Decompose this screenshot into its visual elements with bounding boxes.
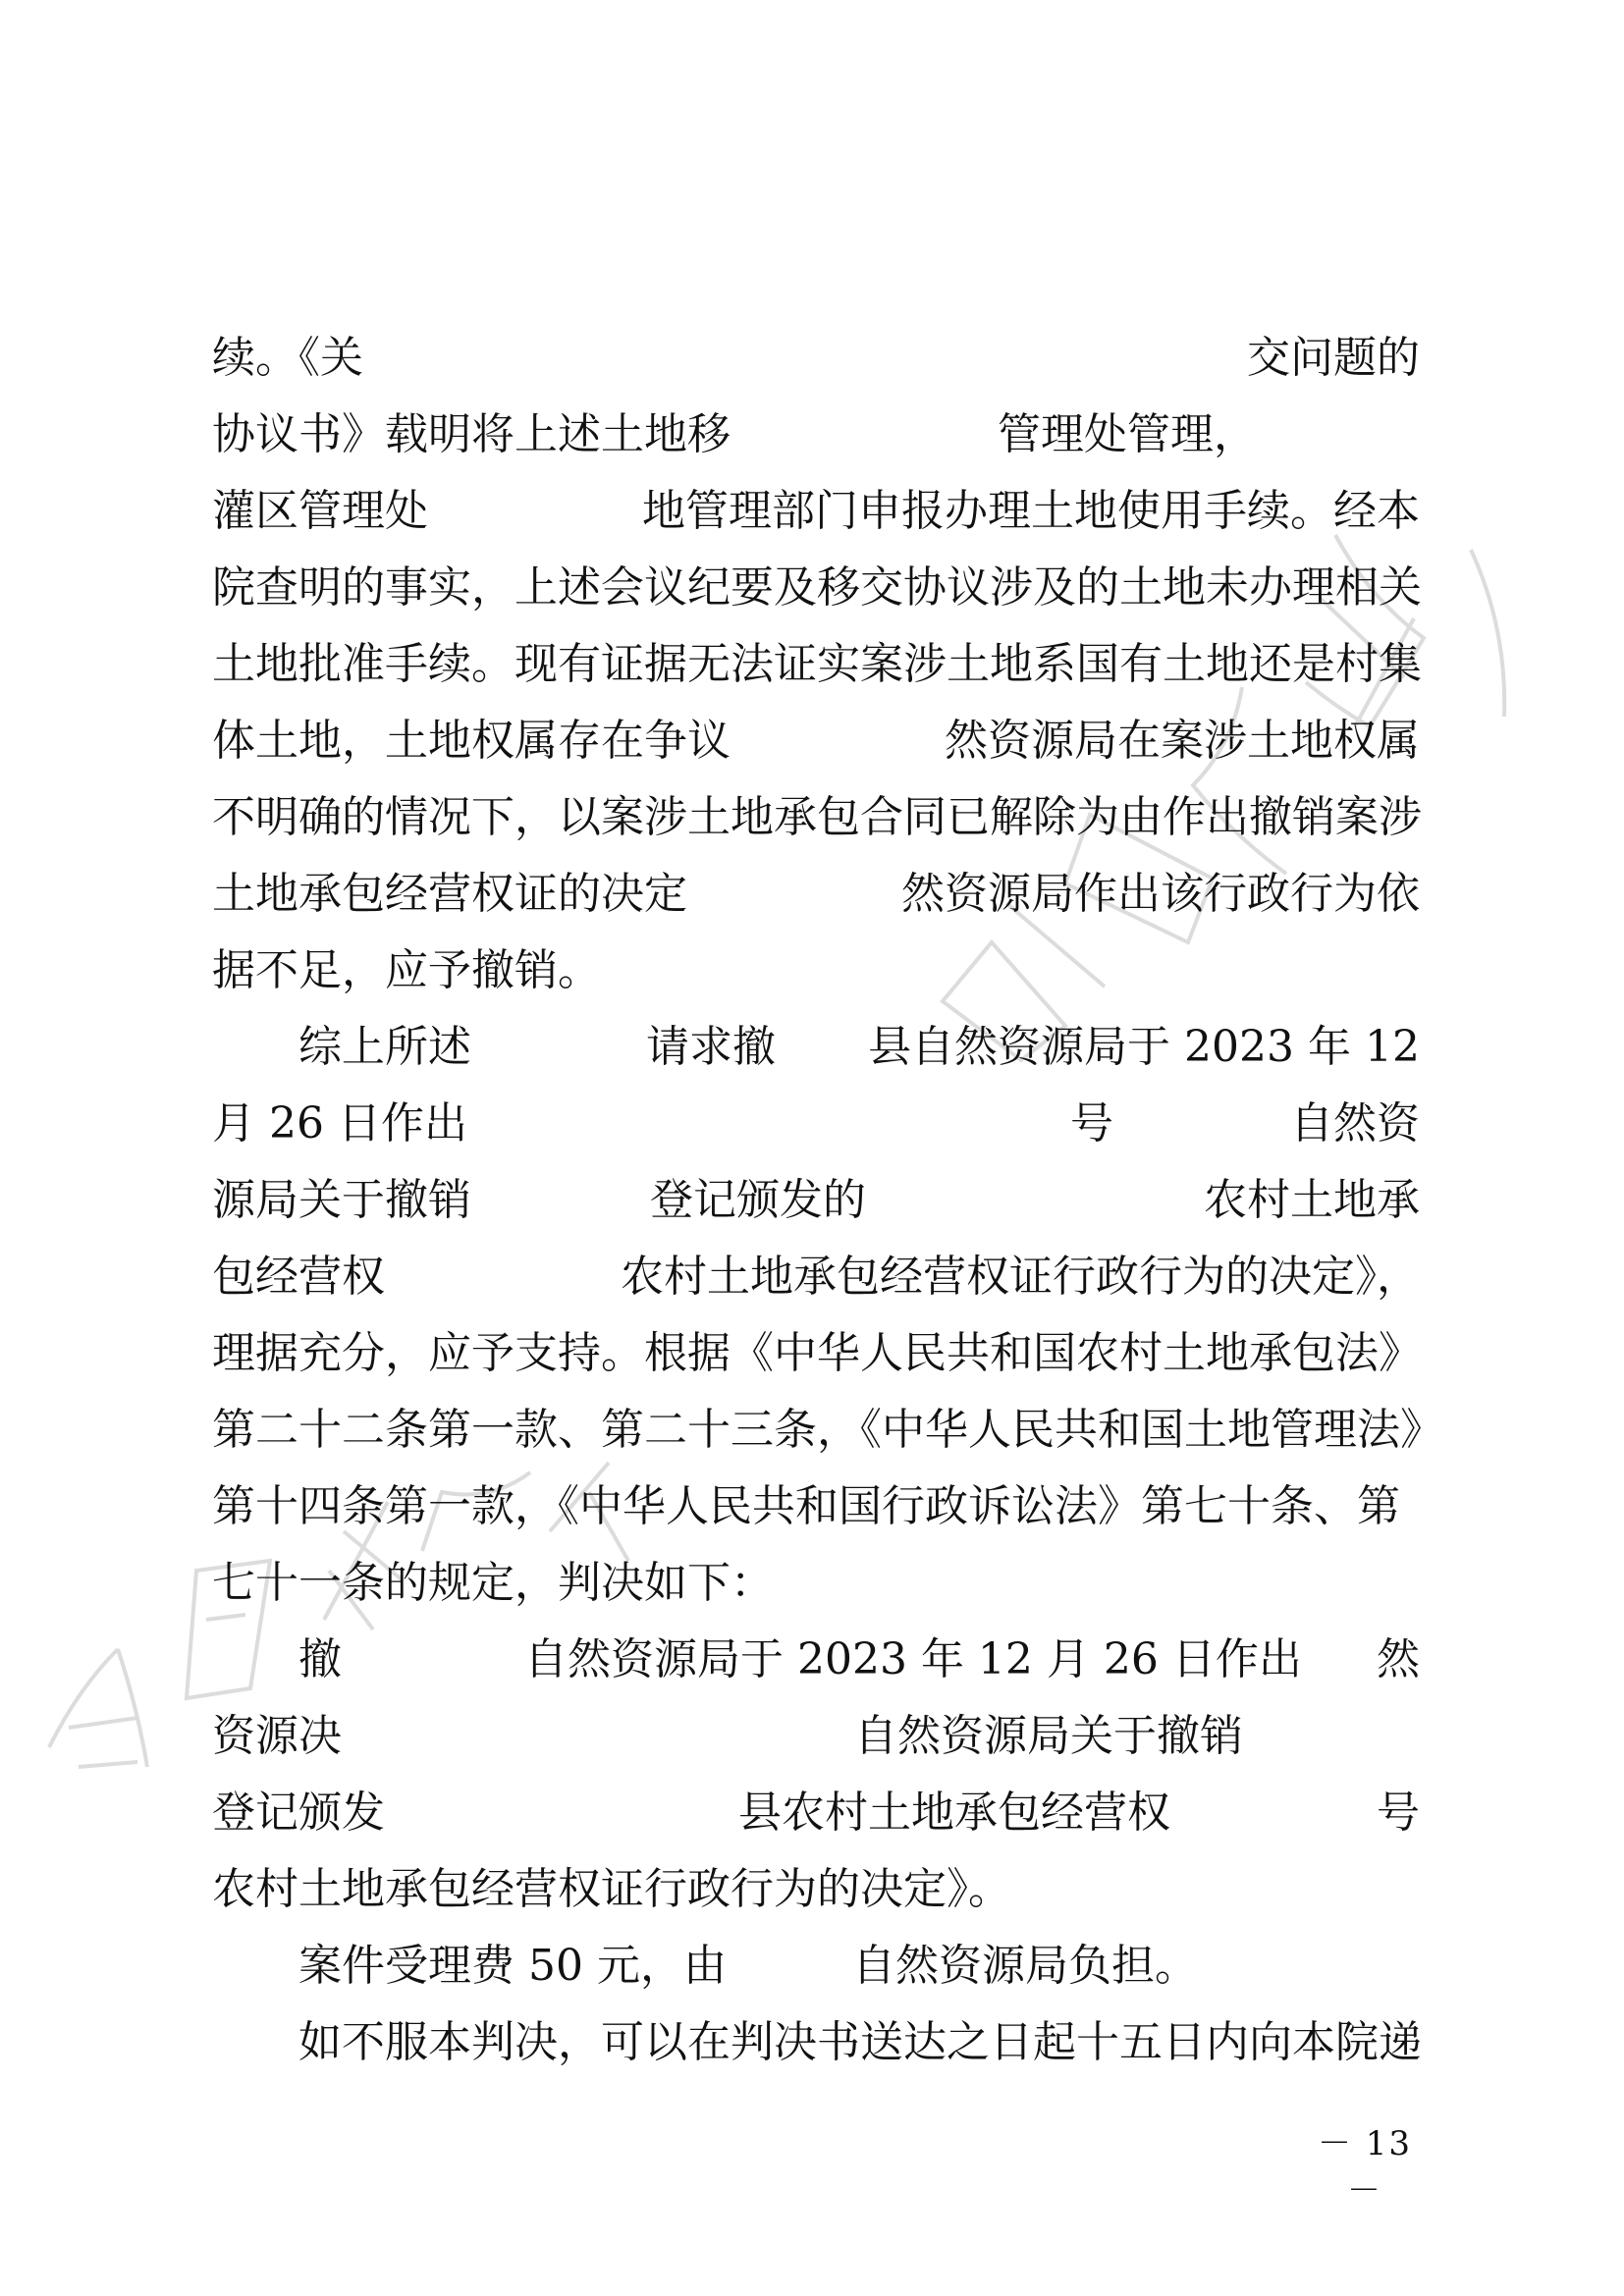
text-segment: 登记颁发 [212,1788,385,1838]
text-segment: 灌区管理处 [212,486,428,536]
text-segment: 农村土地承包经营权证行政行为的决定》， [621,1252,1420,1302]
text-segment: 资源决 [212,1711,342,1761]
text-line [212,630,1420,699]
text-segment: 包经营权 [212,1252,385,1302]
text-segment: 登记颁发的 [650,1175,866,1225]
text-line [212,1702,1420,1771]
text-segment: 然资源局作出该行政行为依 [901,869,1420,919]
text-segment: 自然资源局于 2023 年 12 月 26 日作出 [524,1634,1302,1684]
text-line [212,1243,1420,1311]
text-line [212,1166,1420,1235]
text-line [212,2008,1420,2077]
text-line [212,1626,1420,1694]
text-segment: 第十四条第一款，《中华人民共和国行政诉讼法》第七十条、第 [212,1481,1400,1531]
text-segment: 农村土地承 [1204,1175,1420,1225]
text-segment: 续。《关 [212,333,363,383]
text-segment: 农村土地承包经营权证行政行为的决定》。 [212,1864,1011,1914]
text-line [212,1090,1420,1158]
text-segment: 案件受理费 50 元，由 [298,1941,727,1991]
page-number: － 13 － [1317,2124,1413,2211]
text-segment: 如不服本判决，可以在判决书送达之日起十五日内向本院递 [298,2017,1422,2067]
text-segment: 源局关于撤销 [212,1175,471,1225]
text-segment: 七十一条的规定，判决如下： [212,1558,774,1608]
text-line [212,936,1420,1005]
text-segment: 体土地，土地权属存在争议 [212,716,731,766]
text-line [212,554,1420,622]
text-segment: 号 [1070,1098,1113,1148]
text-segment: 理据充分，应予支持。根据《中华人民共和国农村土地承包法》 [212,1328,1422,1378]
text-segment: 第二十二条第一款、第二十三条，《中华人民共和国土地管理法》 [212,1405,1443,1455]
text-segment: 然 [1377,1634,1420,1684]
text-line [212,1549,1420,1618]
text-segment: 号 [1377,1788,1420,1838]
text-line [212,860,1420,929]
text-segment: 管理处管理， [998,409,1257,459]
text-segment: 自然资源局负担。 [852,1941,1198,1991]
text-line [212,1013,1420,1082]
text-line [212,1855,1420,1924]
text-segment: 土地批准手续。现有证据无法证实案涉土地系国有土地还是村集 [212,639,1422,689]
text-segment: 交问题的 [1247,333,1420,383]
text-line [212,1779,1420,1847]
text-segment: 撤 [298,1634,342,1684]
text-line [212,400,1420,469]
text-line [212,1319,1420,1388]
text-segment: 县自然资源局于 2023 年 12 [868,1022,1420,1072]
text-line [212,324,1420,393]
text-segment: 请求撤 [646,1022,776,1072]
text-segment: 地管理部门申报办理土地使用手续。经本 [642,486,1420,536]
text-line [212,1472,1420,1541]
text-segment: 据不足，应予撤销。 [212,945,601,995]
text-segment: 综上所述 [298,1022,471,1072]
text-line [212,783,1420,852]
text-segment: 月 26 日作出 [212,1098,467,1148]
text-line [212,477,1420,546]
text-segment: 自然资源局关于撤销 [854,1711,1243,1761]
text-line [212,1396,1443,1465]
text-segment: 县农村土地承包经营权 [738,1788,1170,1838]
text-segment: 协议书》载明将上述土地移 [212,409,731,459]
text-segment: 院查明的事实，上述会议纪要及移交协议涉及的土地未办理相关 [212,562,1422,613]
text-segment: 自然资 [1290,1098,1420,1148]
text-segment: 然资源局在案涉土地权属 [945,716,1420,766]
text-segment: 不明确的情况下，以案涉土地承包合同已解除为由作出撤销案涉 [212,792,1422,842]
text-line [212,707,1420,775]
text-line [212,1932,1420,2001]
text-segment: 土地承包经营权证的决定 [212,869,687,919]
